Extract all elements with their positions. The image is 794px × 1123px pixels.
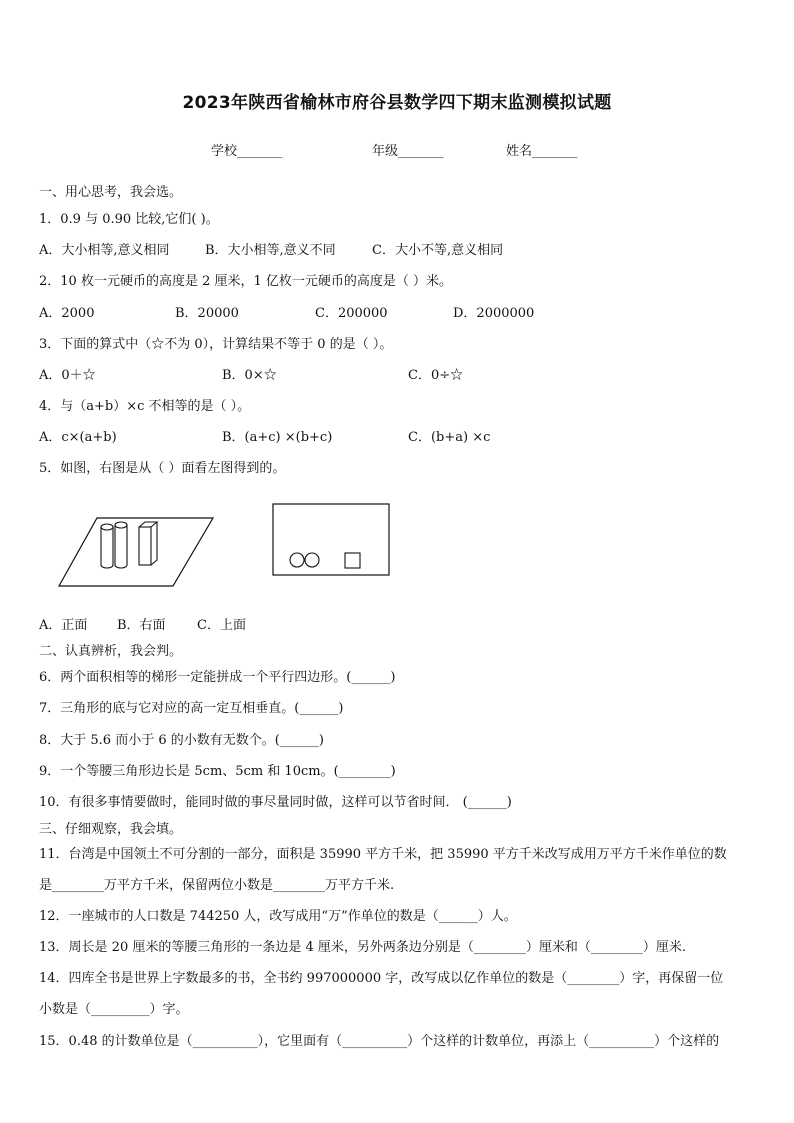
question-14-line-2: 小数是（_________）字。 (39, 1002, 189, 1017)
circle-right (305, 553, 319, 567)
cylinder-left (101, 524, 113, 568)
question-11-line-2: 是________万平方千米，保留两位小数是________万平方千米. (39, 878, 395, 893)
question-15: 15．0.48 的计数单位是（__________），它里面有（__________）个这样的计数单位，再添上（__________）个这样的 (39, 1034, 720, 1049)
question-10: 10．有很多事情要做时，能同时做的事尽量同时做，这样可以节省时间． (______) (39, 795, 512, 810)
square-shape (345, 553, 360, 568)
q2-option-a: A．2000 (39, 306, 95, 321)
section-heading-2: 二、认真辨析，我会判。 (39, 644, 183, 659)
q3-option-c: C．0÷☆ (408, 368, 464, 383)
circle-left (290, 553, 304, 567)
q1-option-a: A．大小相等,意义相同 (39, 243, 170, 258)
question-8: 8．大于 5.6 而小于 6 的小数有无数个。(______) (39, 733, 324, 748)
question-5: 5．如图，右图是从（ ）面看左图得到的。 (39, 461, 286, 476)
question-14-line-1: 14．四库全书是世界上字数最多的书，全书约 997000000 字，改写成以亿作单位的数是（________）字，再保留一位 (39, 971, 724, 986)
q1-option-b: B．大小相等,意义不同 (205, 243, 336, 258)
question-12: 12．一座城市的人口数是 744250 人，改写成用“万”作单位的数是（______）人。 (39, 909, 517, 924)
question-2: 2．10 枚一元硬币的高度是 2 厘米，1 亿枚一元硬币的高度是（ ）米。 (39, 274, 453, 289)
q3-option-b: B．0×☆ (222, 368, 277, 383)
section-heading-3: 三、仔细观察，我会填。 (39, 822, 183, 837)
section-heading-1: 一、用心思考，我会选。 (39, 185, 183, 200)
view-figure-diagram (271, 502, 393, 578)
q2-option-d: D．2000000 (453, 306, 535, 321)
question-7: 7．三角形的底与它对应的高一定互相垂直。(______) (39, 701, 344, 716)
question-9: 9．一个等腰三角形边长是 5cm、5cm 和 10cm。(________) (39, 764, 396, 779)
grade-field: 年级_______ (372, 144, 444, 159)
q2-option-b: B．20000 (175, 306, 239, 321)
q1-option-c: C．大小不等,意义相同 (372, 243, 504, 258)
q2-option-c: C．200000 (315, 306, 388, 321)
name-field: 姓名_______ (506, 144, 578, 159)
view-frame (273, 504, 389, 575)
question-4: 4．与（a+b）×c 不相等的是（ ）。 (39, 399, 251, 414)
cuboid (139, 522, 157, 565)
question-6: 6．两个面积相等的梯形一定能拼成一个平行四边形。(______) (39, 670, 396, 685)
q4-option-a: A．c×(a+b) (39, 430, 117, 445)
question-13: 13．周长是 20 厘米的等腰三角形的一条边是 4 厘米，另外两条边分别是（________）厘米和（________）厘米. (39, 940, 687, 955)
base-parallelogram (59, 518, 213, 586)
question-11-line-1: 11．台湾是中国领土不可分割的一部分，面积是 35990 平方千米，把 35990 平方千米改写成用万平方千米作单位的数 (39, 847, 727, 862)
q3-option-a: A．0＋☆ (39, 368, 96, 383)
q4-option-b: B．(a+c) ×(b+c) (222, 430, 333, 445)
q4-option-c: C．(b+a) ×c (408, 430, 491, 445)
q5-option-c: C．上面 (197, 618, 246, 633)
page-title: 2023年陕西省榆林市府谷县数学四下期末监测模拟试题 (182, 93, 612, 113)
question-3: 3．下面的算式中（☆不为 0），计算结果不等于 0 的是（ ）。 (39, 337, 393, 352)
q5-option-a: A．正面 (39, 618, 88, 633)
q5-option-b: B．右面 (117, 618, 166, 633)
solid-figure-diagram (55, 510, 215, 592)
cylinder-right (115, 522, 127, 568)
question-1: 1．0.9 与 0.90 比较,它们( )。 (39, 212, 219, 227)
school-field: 学校_______ (211, 144, 283, 159)
